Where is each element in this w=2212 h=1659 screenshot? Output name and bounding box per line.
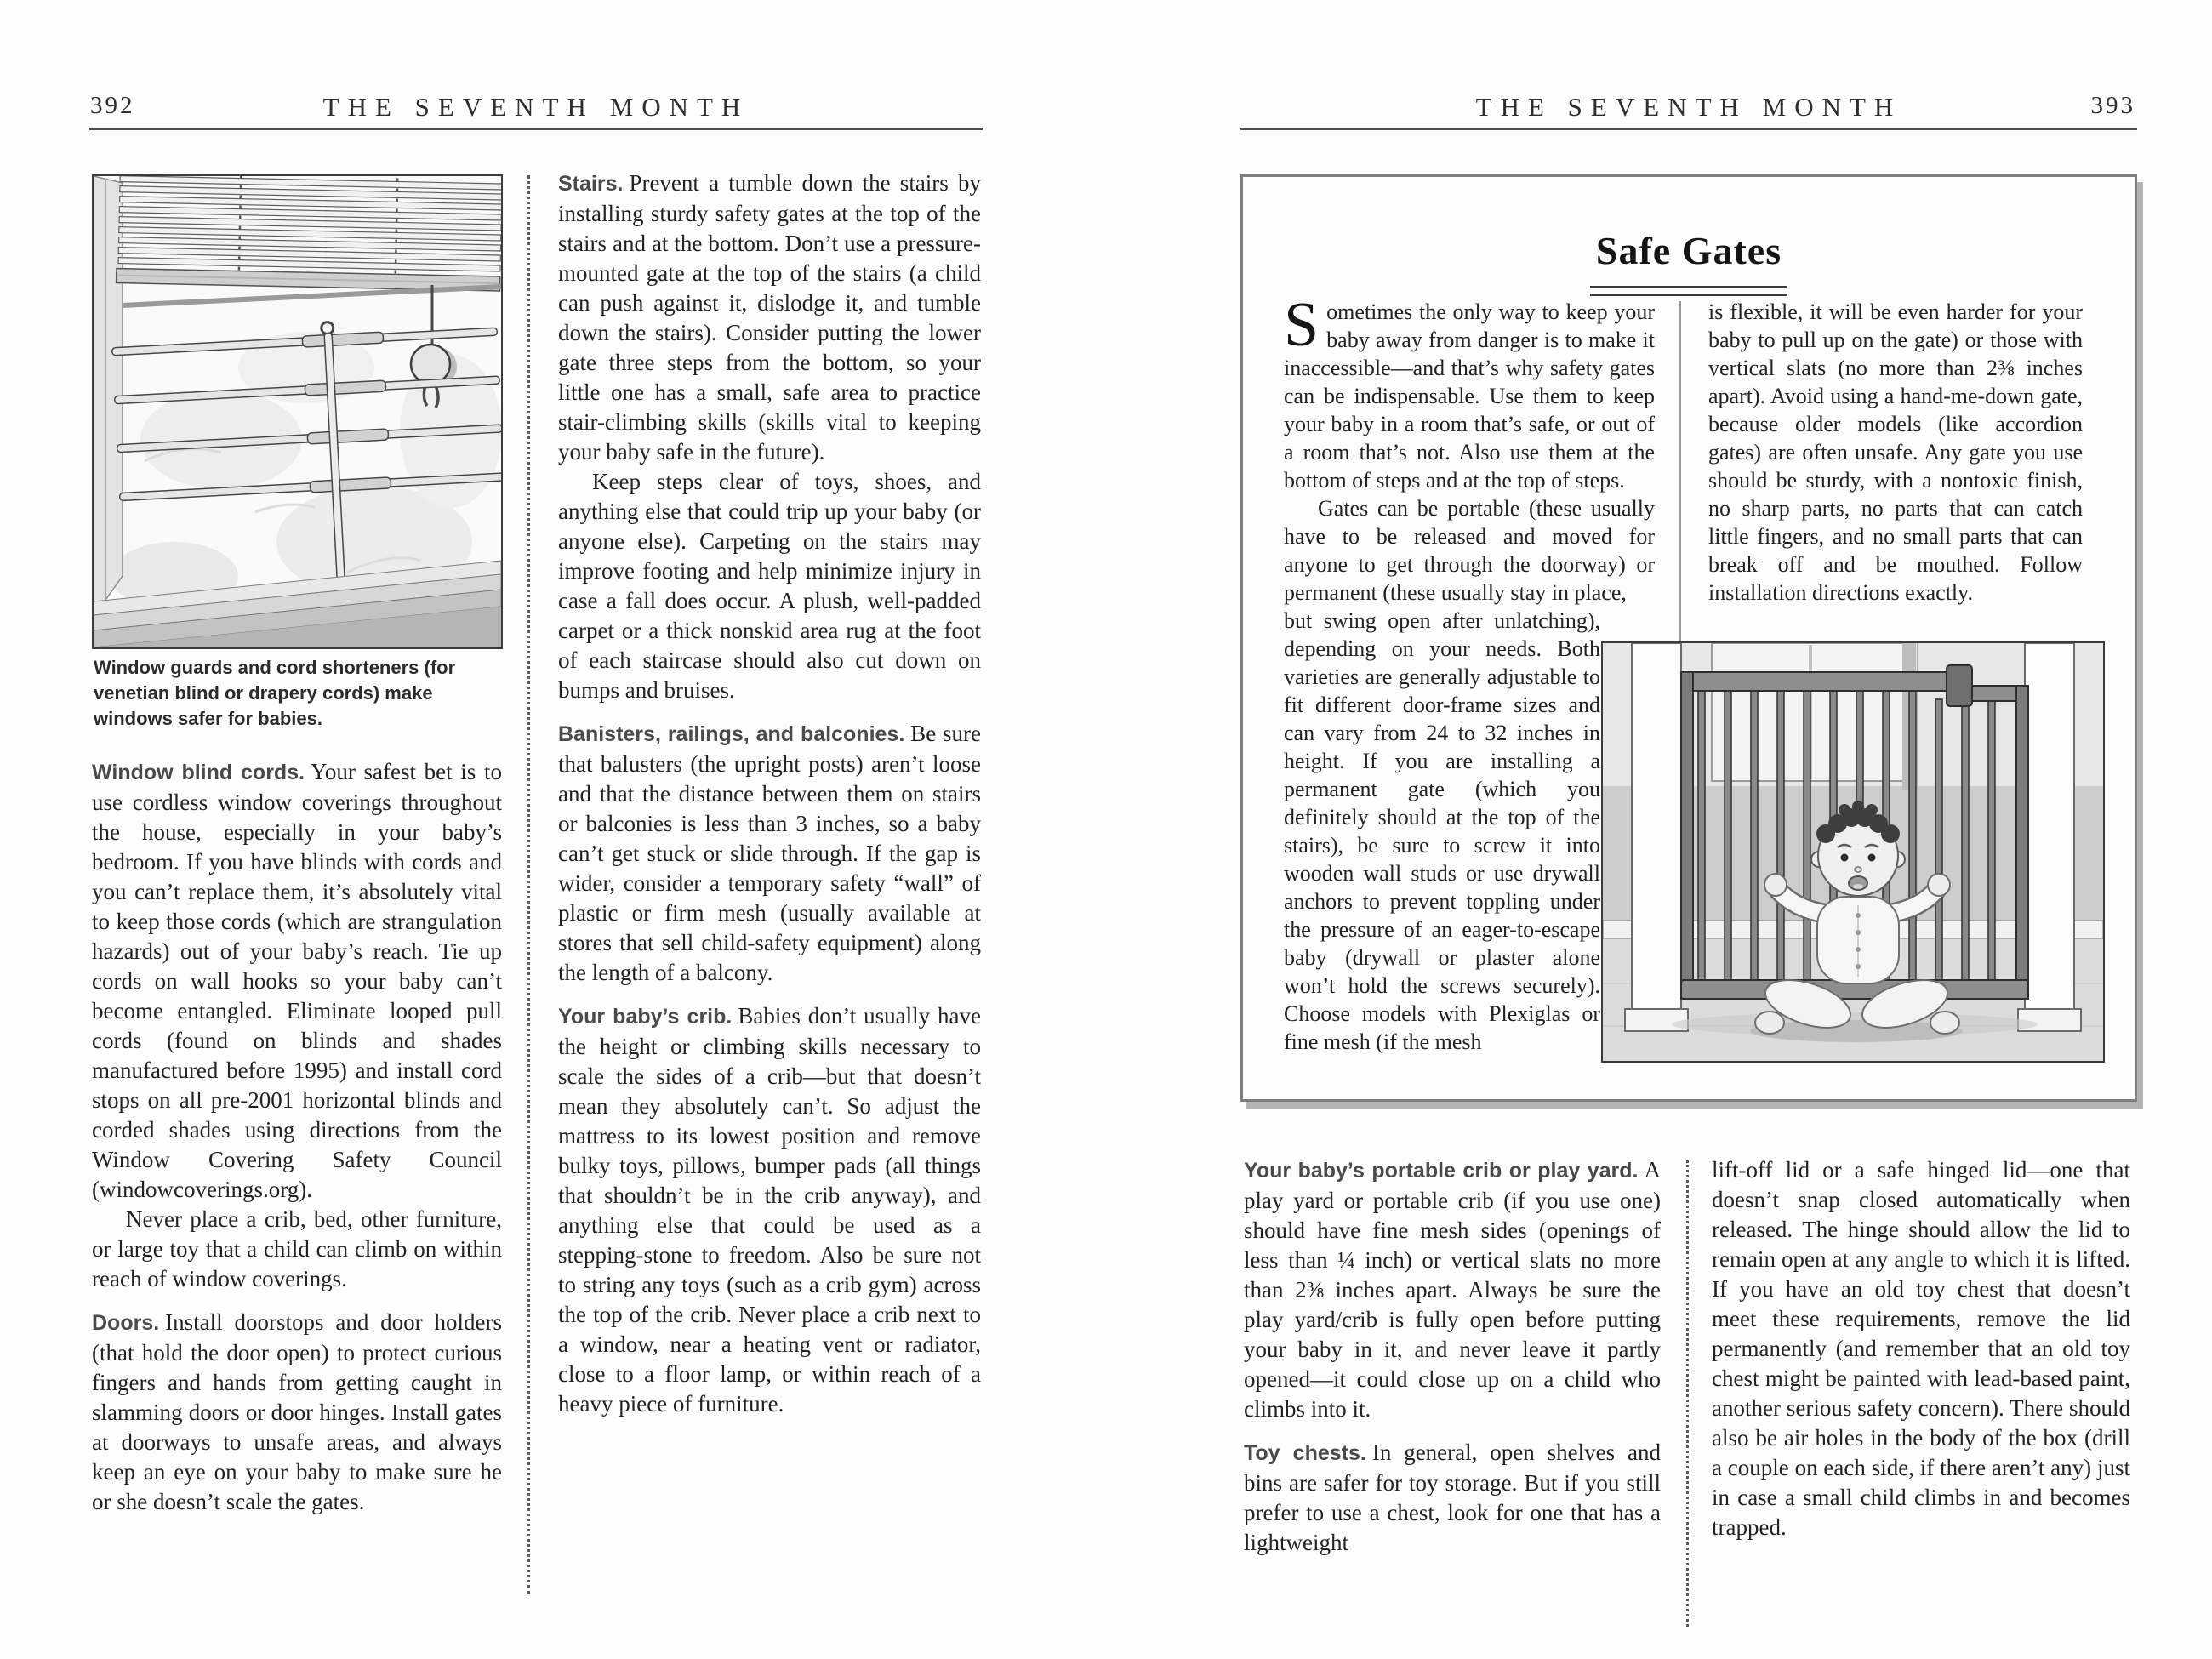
cord-shortener-disk (411, 345, 450, 384)
drop-cap: S (1284, 290, 1320, 360)
run-in-heading-portable-crib: Your baby’s portable crib or play yard. (1244, 1159, 1639, 1183)
page-number-right: 393 (2090, 92, 2135, 119)
paragraph-text: lift-off lid or a safe hinged lid—one that doesn’t snap closed automatically when released. The hinge should allow the lid to remain open at any angle to which it is lifted. If you have an old toy chest that doesn’t meet these requirements, remove the lid permanently (and remember that an old toy chest might be painted with lead-based paint, another serious safety concern). There should also be air holes in the body of the box (drill a couple on each side, if there aren’t any) just in case a small child climbs in and becomes trapped. (1712, 1157, 2130, 1540)
paragraph-keep-steps-clear (558, 467, 981, 705)
right-page-column-1 (1244, 1155, 1661, 1558)
figure-caption: Window guards and cord shorteners (for venetian blind or drapery cords) make windows safer for babies. (94, 657, 456, 729)
paragraph-text: In general, open shelves and bins are safer for toy storage. But if you still prefer to use a chest, look for one that has a lightweight (1244, 1440, 1661, 1555)
paragraph-gates-portable-continued (1284, 607, 1600, 1056)
safety-gate-drawing (1603, 643, 2103, 1061)
paragraph-text: Install doorstops and door holders (that hold the door open) to protect curious fingers and hands from getting caught in slamming doors or door hinges. Install gates at doorways to unsafe areas, and always keep an eye on your baby to make sure he or she doesn’t scale the gates. (92, 1309, 502, 1514)
title-double-rule (1590, 286, 1787, 296)
paragraph-doors (92, 1308, 502, 1517)
gate-latch (1947, 665, 1972, 706)
paragraph-never-place-crib (92, 1205, 502, 1294)
paragraph-lift-off-lid (1712, 1155, 2130, 1542)
paragraph-text: Babies don’t usually have the height or climbing skills necessary to scale the sides of a crib—but that doesn’t mean they absolutely can’t. So adjust the mattress to its lowest position and remove bulky toys, pillows, bumper pads (all things that shouldn’t be in the crib anyway), and anything else that could be used as a stepping-stone to freedom. Also be sure not to string any toys (such as a crib gym) across the top of the crib. Never place a crib next to a window, near a heating vent or radiator, close to a floor lamp, or within reach of a heavy piece of furniture. (558, 1003, 981, 1417)
box-column-1 (1284, 290, 1655, 1056)
paragraph-gates-portable (1284, 494, 1655, 607)
run-in-heading-window-blind-cords: Window blind cords. (92, 761, 305, 784)
paragraph-text: but swing open after unlatching), depending on your needs. Both varieties are generally adjustable to fit different door-frame sizes and can vary from 24 to 32 inches in height. If you are installing a permanent gate (which you definitely should at the top of the stairs), be sure to screw it into wooden wall studs or use drywall anchors to prevent toppling under the pressure of an eager-to-escape baby (drywall or plaster alone won’t hold the screws securely). Choose models with Plexiglas or fine mesh (if the mesh (1284, 608, 1600, 1054)
paragraph-text: Your safest bet is to use cordless window coverings throughout the house, especially in your baby’s bedroom. If you have blinds with cords and you can’t replace them, it’s absolutely vital to keep those cords (which are strangulation hazards) out of your baby’s reach. Tie up cords on wall hooks so your baby can’t become entangled. Eliminate looped pull cords (found on blinds and shades manufactured before 1995) and install cord stops on all pre-2001 horizontal blinds and corded shades using directions from the Window Covering Safety Council (windowcoverings.org). (92, 759, 502, 1202)
paragraph-is-flexible (1708, 298, 2083, 607)
safe-gates-box (1240, 174, 2137, 1102)
window-guard-illustration (92, 174, 503, 649)
paragraph-text: Never place a crib, bed, other furniture, or large toy that a child can climb on within reach of window coverings. (92, 1206, 502, 1291)
box-title: Safe Gates (1595, 229, 1782, 272)
paragraph-babys-crib (558, 1001, 981, 1419)
run-in-heading-toy-chests: Toy chests. (1244, 1441, 1366, 1465)
safety-gate-illustration (1601, 641, 2105, 1063)
left-page-column-2 (558, 168, 981, 1419)
run-in-heading-stairs: Stairs. (558, 172, 624, 196)
running-head-right: THE SEVENTH MONTH (1475, 92, 1902, 122)
paragraph-sometimes (1284, 290, 1655, 494)
running-head-left: THE SEVENTH MONTH (322, 92, 750, 122)
header-rule-right (1240, 128, 2137, 130)
left-page-column-1 (92, 757, 502, 1517)
paragraph-window-blind-cords (92, 757, 502, 1205)
column-divider-right-page (1686, 1160, 1689, 1627)
run-in-heading-doors: Doors. (92, 1311, 160, 1335)
paragraph-stairs (558, 168, 981, 467)
box-column-divider (1679, 301, 1681, 648)
run-in-heading-banisters: Banisters, railings, and balconies. (558, 722, 905, 746)
column-divider-left-page (527, 175, 530, 1594)
box-column-2 (1708, 298, 2083, 607)
paragraph-banisters (558, 719, 981, 988)
paragraph-text: is flexible, it will be even harder for your baby to pull up on the gate) or those with vertical slats (no more than 2⅜ inches apart). Avoid using a hand-me-down gate, because older models (like accordion gates) are often unsafe. Any gate you use should be sturdy, with a nontoxic finish, no sharp parts, no parts that can catch little fingers, and no small parts that can break off and be mouthed. Follow installation directions exactly. (1708, 299, 2083, 605)
header-rule-left (89, 128, 983, 130)
window-guard-drawing (94, 176, 501, 647)
paragraph-text: Prevent a tumble down the stairs by installing sturdy safety gates at the top of the stairs and at the bottom. Don’t use a pressure-mounted gate at the top of the stairs (a child can push against it, dislodge it, and tumble down the stairs). Consider putting the lower gate three steps from the bottom, so your little one has a small, safe area to practice stair-climbing skills (skills vital to keeping your baby safe in the future). (558, 170, 981, 465)
paragraph-text: ometimes the only way to keep your baby away from danger is to make it inaccessible—and that’s why safety gates can be indispensable. Use them to keep your baby in a room that’s safe, or out of a room that’s not. Also use them at the bottom of steps and at the top of steps. (1284, 299, 1655, 493)
run-in-heading-babys-crib: Your baby’s crib. (558, 1005, 733, 1029)
paragraph-toy-chests (1244, 1438, 1661, 1558)
paragraph-portable-crib (1244, 1155, 1661, 1424)
paragraph-text: Keep steps clear of toys, shoes, and anything else that could trip up your baby (or anyone else). Carpeting on the stairs may improve footing and help minimize injury in case a fall does occur. A plush, well-padded carpet or a thick nonskid area rug at the foot of each staircase should also cut down on bumps and bruises. (558, 469, 981, 703)
page-number-left: 392 (90, 92, 135, 119)
paragraph-text: A play yard or portable crib (if you use one) should have fine mesh sides (openings of less than ¼ inch) or vertical slats no more than 2⅜ inches apart. Always be sure the play yard/crib is fully open before putting your baby in it, and never leave it partly opened—it could close up on a child who climbs into it. (1244, 1157, 1661, 1422)
right-page-column-2 (1712, 1155, 2130, 1542)
paragraph-text: Be sure that balusters (the upright posts) aren’t loose and that the distance between them on stairs or balconies is less than 3 inches, so a baby can’t get stuck or slide through. If the gap is wider, consider a temporary safety “wall” of plastic or firm mesh (usually available at stores that sell child-safety equipment) along the length of a balcony. (558, 721, 981, 985)
paragraph-text: Gates can be portable (these usually have to be released and moved for anyone to get through the doorway) or permanent (these usually stay in place, (1284, 496, 1655, 605)
